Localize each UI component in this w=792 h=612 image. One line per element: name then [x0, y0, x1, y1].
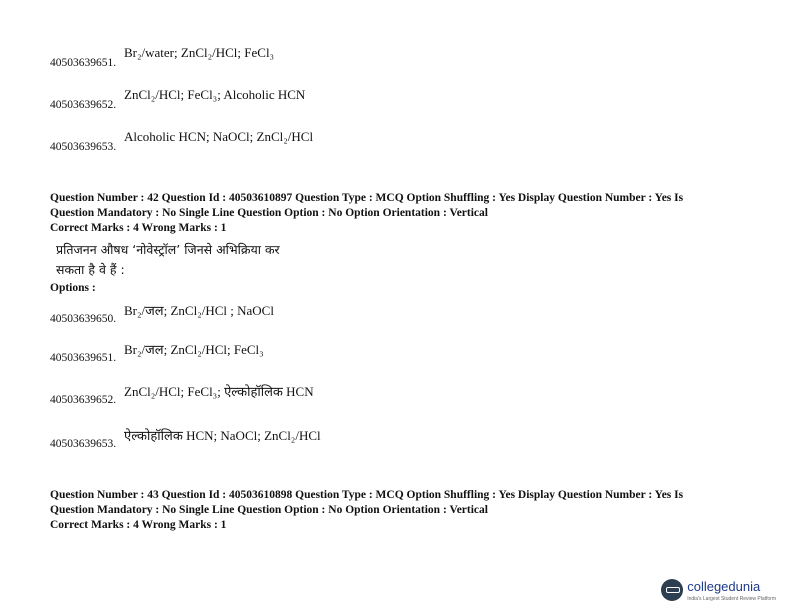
- option-row: [50, 87, 306, 111]
- option-text: Br₂/water; ZnCl₂/HCl; FeCl₃: [124, 45, 275, 60]
- question-42-text: [56, 240, 280, 280]
- option-id: 40503639650.: [50, 313, 117, 325]
- option-text: Br₂/जल; ZnCl₂/HCl ; NaOCl: [124, 303, 274, 318]
- header-line: Question Mandatory : No Single Line Question Option : No Option Orientation : Vertical: [50, 504, 488, 516]
- option-row: [50, 384, 314, 406]
- option-id: 40503639651.: [50, 352, 117, 364]
- student-avatar-icon: [661, 579, 683, 601]
- question-43-header: [50, 488, 750, 533]
- option-text: ऐल्कोहॉलिक HCN; NaOCl; ZnCl₂/HCl: [124, 428, 321, 443]
- header-line: Question Number : 43 Question Id : 40503610898 Question Type : MCQ Option Shuffling : Yes Display Question Number : Yes Is: [50, 489, 684, 501]
- question-text-line: प्रतिजनन औषध ‘नोवेस्ट्रॉल’ जिनसे अभिक्रिया कर: [56, 242, 280, 257]
- option-row: [50, 129, 314, 153]
- option-row: [50, 342, 264, 364]
- option-id: 40503639651.: [50, 57, 117, 69]
- collegedunia-logo: [661, 578, 776, 602]
- option-text: ZnCl₂/HCl; FeCl₃; ऐल्कोहॉलिक HCN: [124, 384, 314, 399]
- logo-tagline: India's Largest Student Review Platform: [687, 596, 776, 602]
- marks-line: Correct Marks : 4 Wrong Marks : 1: [50, 222, 227, 234]
- option-row: [50, 303, 274, 325]
- option-id: 40503639653.: [50, 141, 117, 153]
- option-id: 40503639652.: [50, 394, 117, 406]
- option-text: Alcoholic HCN; NaOCl; ZnCl₂/HCl: [124, 129, 314, 144]
- option-row: [50, 428, 321, 450]
- option-row: [50, 45, 275, 69]
- option-text: Br₂/जल; ZnCl₂/HCl; FeCl₃: [124, 342, 264, 357]
- option-id: 40503639652.: [50, 99, 117, 111]
- header-line: Question Mandatory : No Single Line Question Option : No Option Orientation : Vertical: [50, 207, 488, 219]
- option-text: ZnCl₂/HCl; FeCl₃; Alcoholic HCN: [124, 87, 306, 102]
- question-text-line: सकता है वे हैं :: [56, 262, 125, 277]
- logo-name: collegedunia: [687, 579, 761, 594]
- option-id: 40503639653.: [50, 438, 117, 450]
- marks-line: Correct Marks : 4 Wrong Marks : 1: [50, 519, 227, 531]
- question-42-header: [50, 191, 750, 236]
- options-label: Options :: [50, 282, 96, 294]
- header-line: Question Number : 42 Question Id : 40503610897 Question Type : MCQ Option Shuffling : Yes Display Question Number : Yes Is: [50, 192, 684, 204]
